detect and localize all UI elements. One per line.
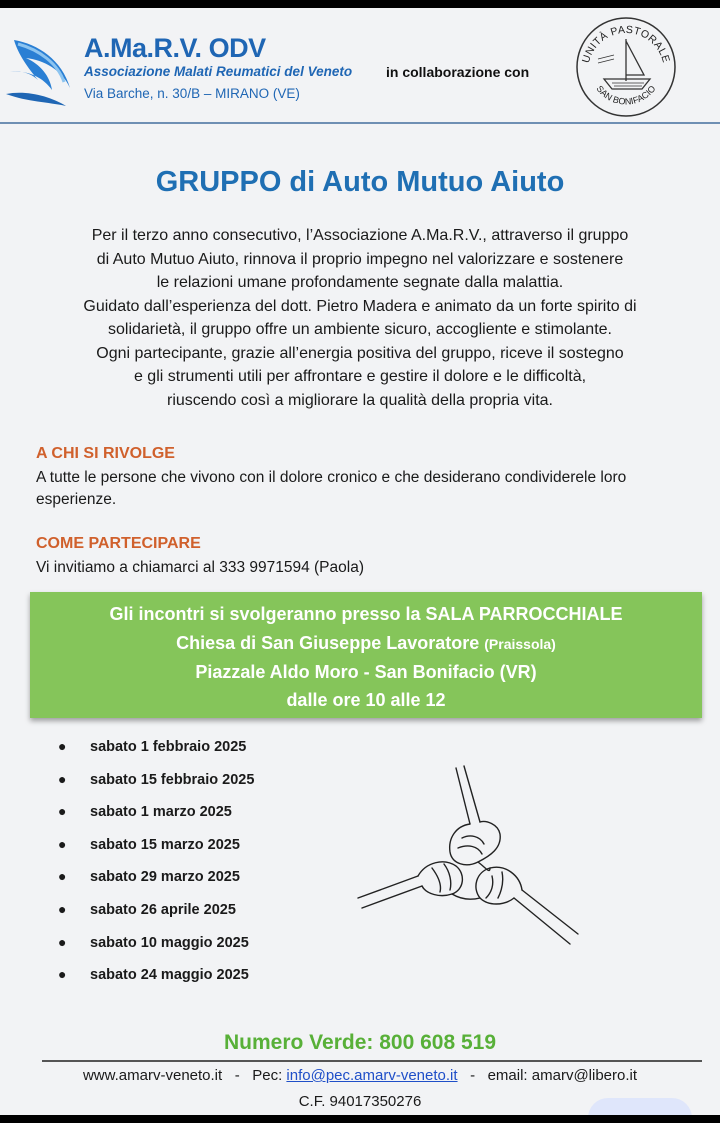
bullet-icon: ● [58, 933, 67, 950]
dates-list [58, 738, 254, 999]
list-item: ● sabato 29 marzo 2025 [58, 868, 240, 886]
bullet-icon: ● [58, 803, 67, 820]
page-title: GRUPPO di Auto Mutuo Aiuto [155, 166, 565, 198]
list-item: ● sabato 24 maggio 2025 [58, 966, 249, 984]
org-name: A.Ma.R.V. ODV [84, 33, 266, 63]
collaboration-label: in collaborazione con [386, 64, 530, 80]
list-item: ● sabato 26 aprile 2025 [58, 900, 236, 918]
fiscal-code: C.F. 94017350276 [298, 1093, 422, 1110]
email-link[interactable]: amarv@libero.it [531, 1067, 638, 1084]
bullet-icon: ● [58, 868, 67, 885]
bullet-icon: ● [58, 900, 67, 917]
intro-line: Guidato dall’esperienza del dott. Pietro Madera e animato da un forte spirito di [83, 297, 637, 315]
bullet-icon: ● [58, 770, 67, 787]
intro-line: Per il terzo anno consecutivo, l’Associazione A.Ma.R.V., attraverso il gruppo [91, 227, 629, 244]
contacts-line [0, 1067, 720, 1084]
pec-email-link[interactable]: info@pec.amarv-veneto.it [286, 1067, 458, 1084]
floating-action-button[interactable] [588, 1098, 692, 1115]
venue-hours: dalle ore 10 alle 12 [286, 690, 446, 710]
intro-line: solidarietà, il gruppo offre un ambiente sicuro, accogliente e stimolante. [108, 321, 612, 338]
bullet-icon: ● [58, 738, 67, 754]
pastoral-unit-seal-icon [574, 15, 678, 119]
list-item: ● sabato 15 febbraio 2025 [58, 770, 255, 788]
separator: - [470, 1067, 476, 1084]
intro-line: riuscendo così a migliorare la qualità della propria vita. [167, 391, 553, 409]
bullet-icon: ● [58, 966, 67, 983]
org-address: Via Barche, n. 30/B – MIRANO (VE) [84, 86, 300, 101]
participate-heading: COME PARTECIPARE [36, 535, 201, 552]
numero-verde: Numero Verde: 800 608 519 [224, 1031, 496, 1054]
intro-line: e gli strumenti utili per affrontare e gestire il dolore e le difficoltà, [133, 368, 587, 385]
venue-line-1: Gli incontri si svolgeranno presso la SALA PARROCCHIALE [109, 604, 623, 624]
wing-logo-icon [4, 30, 80, 110]
participate-text: Vi invitiamo a chiamarci al 333 9971594 (Paola) [36, 559, 364, 576]
intro-paragraph [30, 224, 690, 412]
venue-district: (Praissola) [484, 636, 556, 652]
website-link[interactable]: www.amarv-veneto.it [82, 1067, 223, 1084]
email-label: email: [487, 1067, 528, 1084]
venue-line-3: Piazzale Aldo Moro - San Bonifacio (VR) [195, 662, 537, 682]
audience-heading: A CHI SI RIVOLGE [36, 445, 175, 462]
venue-box [30, 592, 702, 718]
venue-church: Chiesa di San Giuseppe Lavoratore [176, 633, 480, 653]
list-item: ● sabato 1 febbraio 2025 [58, 738, 247, 755]
venue-line-2 [30, 633, 702, 654]
svg-text:SAN BONIFACIO [594, 84, 657, 107]
footer-divider [42, 1060, 702, 1062]
pec-label: Pec: [252, 1067, 283, 1084]
list-item: ● sabato 1 marzo 2025 [58, 803, 232, 821]
seal-text-bottom: SAN BONIFACIO [594, 83, 658, 107]
audience-text: A tutte le persone che vivono con il dolore cronico e che desiderano condividerele loro esperienze. [36, 469, 627, 508]
org-full-name: Associazione Malati Reumatici del Veneto [84, 64, 353, 79]
flyer-page [0, 8, 720, 1115]
header-divider [0, 122, 720, 124]
list-item: ● sabato 10 maggio 2025 [58, 933, 249, 951]
intro-line: Ogni partecipante, grazie all’energia positiva del gruppo, riceve il sostegno [96, 344, 624, 362]
list-item: ● sabato 15 marzo 2025 [58, 835, 240, 853]
intro-line: di Auto Mutuo Aiuto, rinnova il proprio impegno nel valorizzare e sostenere [96, 250, 624, 268]
bullet-icon: ● [58, 835, 67, 852]
joined-hands-icon [352, 764, 584, 964]
seal-text-top: UNITÀ PASTORALE [579, 23, 673, 65]
intro-line: le relazioni umane profondamente segnate dalla malattia. [156, 274, 564, 291]
separator: - [234, 1067, 240, 1084]
